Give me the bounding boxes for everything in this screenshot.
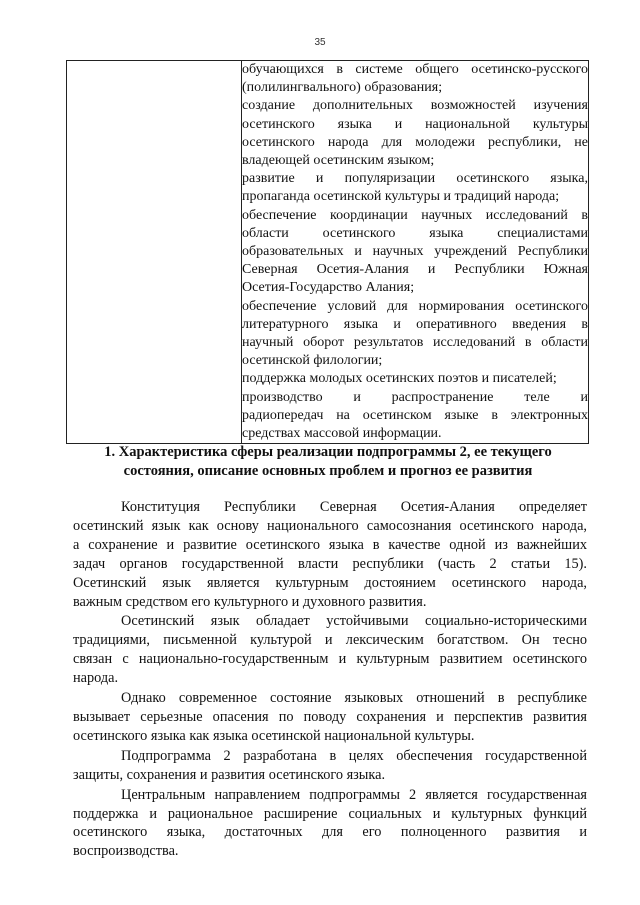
table-text-line: владеющей осетинским языком; bbox=[242, 153, 435, 169]
table-text-line: обеспечение координации научных исследований в bbox=[242, 207, 588, 223]
table-text-line: производство и распространение теле и bbox=[242, 389, 588, 405]
paragraph-line: Подпрограмма 2 разработана в целях обеспечения государственной bbox=[121, 747, 587, 764]
paragraph-line: традициями, письменной культурой и лексическим богатством. Он тесно bbox=[73, 632, 587, 649]
table-text-line: литературного языка и оперативного введения в bbox=[242, 316, 588, 332]
table-text-line: поддержка молодых осетинских поэтов и писателей; bbox=[242, 371, 557, 387]
table-cell-empty bbox=[67, 61, 242, 444]
paragraph-line: поддержка и рациональное расширение социальных и культурных функций bbox=[73, 805, 587, 822]
paragraph-line: Центральным направлением подпрограммы 2 является государственная bbox=[121, 786, 587, 803]
paragraph-line: осетинского языка, достаточных для его полноценного развития и bbox=[73, 824, 587, 841]
table-text-line: создание дополнительных возможностей изучения bbox=[242, 98, 588, 114]
paragraph-line: осетинского языка как языка осетинской национальной культуры. bbox=[73, 727, 475, 744]
table-text-line: средствах массовой информации. bbox=[242, 426, 442, 442]
paragraph-line: а сохранение и развитие осетинского языка в качестве одной из важнейших bbox=[73, 536, 587, 553]
paragraph-line: важным средством его культурного и духовного развития. bbox=[73, 593, 427, 610]
paragraph-line: связан с национально-государственным и культурным развитием осетинского bbox=[73, 651, 587, 668]
page-number: 35 bbox=[314, 37, 326, 48]
paragraph bbox=[73, 786, 587, 862]
table-text-line: обучающихся в системе общего осетинско-русского bbox=[242, 62, 588, 77]
paragraph-line: воспроизводства. bbox=[73, 843, 179, 860]
paragraph-line: народа. bbox=[73, 670, 119, 687]
paragraph-line: вызывает серьезные опасения по поводу сохранения и перспектив развития bbox=[73, 708, 587, 725]
table-row bbox=[67, 61, 589, 444]
table-text-line: Северная Осетия-Алания и Республики Южная bbox=[242, 262, 588, 278]
table-text-line: осетинской филологии; bbox=[242, 353, 383, 369]
table-text-line: осетинского народа для молодежи республики, не bbox=[242, 134, 588, 150]
table-text-line: развитие и популяризации осетинского языка, bbox=[242, 171, 588, 187]
paragraph bbox=[73, 612, 587, 688]
paragraph-line: Осетинский язык обладает устойчивыми социально-историческими bbox=[121, 613, 587, 630]
table-text-line: пропаганда осетинской культуры и традиций народа; bbox=[242, 189, 560, 205]
table-text-line: осетинского языка и национальной культуры bbox=[242, 116, 588, 132]
paragraph bbox=[73, 747, 587, 785]
table-text-line: обеспечение условий для нормирования осетинского bbox=[242, 298, 588, 314]
table-cell-measures bbox=[242, 61, 589, 444]
paragraph-line: Осетинский язык является культурным достоянием осетинского народа, bbox=[73, 574, 587, 591]
paragraph-line: защиты, сохранения и развития осетинского языка. bbox=[73, 766, 386, 783]
paragraph bbox=[73, 498, 587, 611]
section-heading bbox=[70, 443, 586, 481]
body-text bbox=[73, 498, 587, 862]
section-heading-line-2: состояния, описание основных проблем и прогноз ее развития bbox=[123, 463, 533, 479]
section-heading-line-1: 1. Характеристика сферы реализации подпрограммы 2, ее текущего bbox=[104, 444, 552, 460]
paragraph-line: осетинский язык как основу национального самосознания осетинского народа, bbox=[73, 517, 587, 534]
measures-table bbox=[66, 60, 589, 444]
table-text-line: (полилингвального) образования; bbox=[242, 80, 443, 96]
table-text-line: радиопередач на осетинском языке в электронных bbox=[242, 407, 588, 423]
paragraph bbox=[73, 689, 587, 746]
table-text-line: области осетинского языка специалистами bbox=[242, 225, 588, 241]
paragraph-line: Конституция Республики Северная Осетия-Алания определяет bbox=[121, 499, 587, 515]
paragraph-line: Однако современное состояние языковых отношений в республике bbox=[121, 690, 587, 707]
table-text-line: образовательных и научных учреждений Республики bbox=[242, 244, 588, 260]
table-text-line: Осетия-Государство Алания; bbox=[242, 280, 415, 296]
table-text-line: научный оборот результатов исследований в области bbox=[242, 335, 588, 351]
paragraph-line: задач органов государственной власти республики (часть 2 статьи 15). bbox=[73, 555, 587, 572]
